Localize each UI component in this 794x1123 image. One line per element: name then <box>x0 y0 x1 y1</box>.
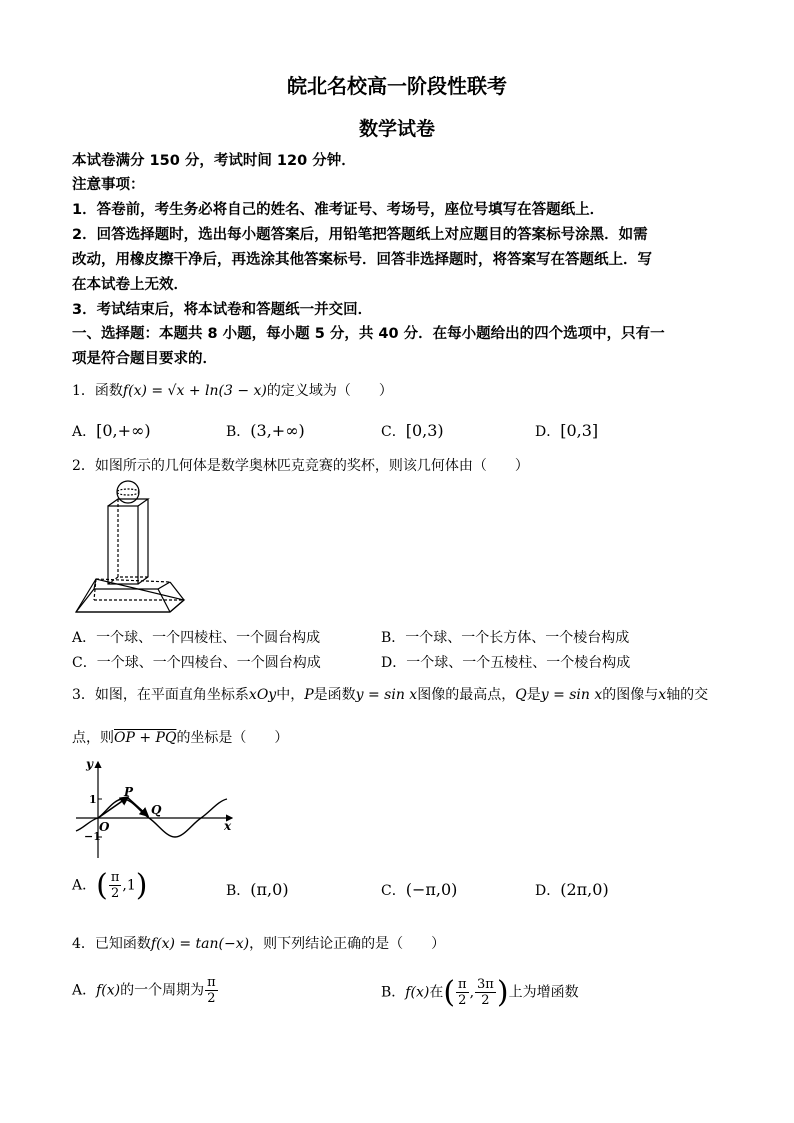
question-1-option-b[interactable]: B．(3,+∞) <box>226 421 305 440</box>
question-1-stem: 1．函数f(x) = √x + ln(3 − x)的定义域为（ ） <box>72 383 393 399</box>
point-p-label: P <box>124 785 134 799</box>
page-title: 皖北名校高一阶段性联考 <box>287 74 507 98</box>
question-4-option-b[interactable]: B．f(x)在( $\frac{\pi}{2}$ , $\frac{3\pi}{2}$ )上为增函数 <box>381 975 579 1010</box>
question-2-option-c[interactable]: C．一个球、一个四棱台、一个圆台构成 <box>72 655 321 671</box>
notice-item-1: 1．答卷前，考生务必将自己的姓名、准考证号、考场号，座位号填写在答题纸上． <box>72 202 605 218</box>
notice-item-2-line3: 在本试卷上无效． <box>72 277 188 293</box>
section-heading-line2: 项是符合题目要求的． <box>72 351 217 367</box>
trophy-sphere <box>117 481 139 503</box>
vector-pq <box>128 798 148 816</box>
question-3-stem-line1: 3．如图，在平面直角坐标系xOy中，P是函数y = sin x图像的最高点，Q是y = sin x的图像与x轴的交 <box>72 687 709 703</box>
question-3-option-b[interactable]: B．(π,0) <box>226 880 289 899</box>
question-2-option-a[interactable]: A．一个球、一个四棱柱、一个圆台构成 <box>72 630 321 646</box>
question-1-option-a[interactable]: A．[0,+∞) <box>72 421 151 440</box>
tick-label-1: 1 <box>89 793 97 806</box>
exam-info: 本试卷满分 150 分，考试时间 120 分钟． <box>72 153 356 169</box>
question-3-option-d[interactable]: D．(2π,0) <box>535 880 609 899</box>
notice-heading: 注意事项： <box>72 177 145 193</box>
notice-item-3: 3．考试结束后，将本试卷和答题纸一并交回． <box>72 302 373 318</box>
question-2-option-d[interactable]: D．一个球、一个五棱柱、一个棱台构成 <box>381 655 631 671</box>
notice-item-2-line1: 2．回答选择题时，选出每小题答案后，用铅笔把答题纸上对应题目的答案标号涂黑．如需 <box>72 227 648 243</box>
tick-label-neg1: −1 <box>84 830 101 843</box>
question-1-option-c[interactable]: C．[0,3) <box>381 421 444 440</box>
y-axis-label: y <box>86 757 93 771</box>
trophy-prism <box>108 506 138 584</box>
x-axis-label: x <box>224 819 232 833</box>
sine-graph-figure <box>72 756 242 860</box>
vector-op <box>98 797 128 818</box>
question-2-option-b[interactable]: B．一个球、一个长方体、一个棱台构成 <box>381 630 630 646</box>
question-3-option-a[interactable]: A．( $\frac{\pi}{2}$ ,1) <box>72 868 148 903</box>
question-4-option-a[interactable]: A．f(x)的一个周期为 $\frac{\pi}{2}$ <box>72 975 216 1006</box>
point-q-label: Q <box>151 803 162 817</box>
question-4-function: f(x) = tan(−x) <box>150 936 250 952</box>
section-heading-line1: 一、选择题：本题共 8 小题，每小题 5 分，共 40 分．在每小题给出的四个选项中，只有一 <box>72 326 665 342</box>
question-3-stem-line2: 点，则OP + PQ的坐标是（ ） <box>72 730 289 746</box>
question-1-option-d[interactable]: D．[0,3] <box>535 421 599 440</box>
question-4-stem: 4．已知函数f(x) = tan(−x)，则下列结论正确的是（ ） <box>72 936 446 952</box>
trophy-figure <box>72 478 190 618</box>
question-2-stem: 2．如图所示的几何体是数学奥林匹克竞赛的奖杯，则该几何体由（ ） <box>72 458 529 474</box>
page-subtitle: 数学试卷 <box>358 118 435 140</box>
question-3-option-c[interactable]: C．(−π,0) <box>381 880 458 899</box>
vector-sum: OP + PQ <box>114 730 177 746</box>
question-1-function: f(x) = √x + ln(3 − x) <box>122 383 267 399</box>
origin-label: O <box>99 820 110 834</box>
notice-item-2-line2: 改动，用橡皮擦干净后，再选涂其他答案标号．回答非选择题时，将答案写在答题纸上．写 <box>72 252 652 268</box>
